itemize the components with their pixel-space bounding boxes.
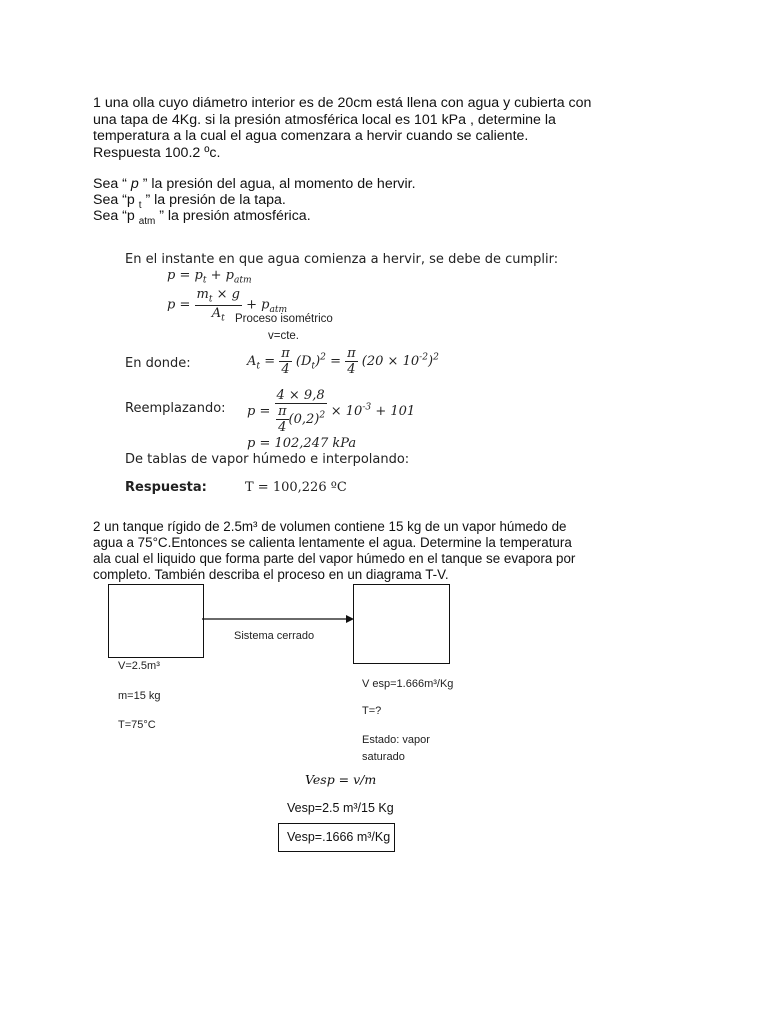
def-sub: t: [138, 199, 142, 211]
final-state-box: [353, 584, 450, 664]
def-text: ” la presión del agua, al momento de hervir.: [138, 176, 416, 192]
eq-part: p =: [247, 404, 271, 419]
eq-part: p = p: [167, 268, 203, 283]
def-text: Sea “p: [93, 192, 139, 208]
left-state-mass: m=15 kg: [118, 690, 161, 702]
area-equation: $A_t$ = $\frac{\pi}{4}$ $(D_t)^2$ = $\frac{\pi}{4}$ $(20 \times 10^{-2})^2$: [247, 346, 439, 377]
pi-over-four: [345, 346, 358, 377]
process-arrow: [200, 612, 356, 626]
problem1-statement: 1 una olla cuyo diámetro interior es de 20cm está llena con agua y cubierta con una tapa de 4Kg. si la presión atmosférica local es 101 kPa , determine la temperatura a la cual el agua comenzara a hervir cuando se caliente. Respuesta 100.2 ºc.: [93, 95, 592, 161]
eq-sup: -3: [362, 402, 372, 413]
eq-sup: -2: [419, 352, 428, 363]
eq-sub: t: [208, 294, 213, 305]
en-donde-label: En donde:: [125, 356, 191, 371]
pi-over-four: [279, 346, 292, 377]
vesp-formula: Vesp = v/m: [305, 772, 377, 787]
fraction-numerator: 4 × 9,8: [276, 388, 325, 403]
definition-p: [93, 176, 416, 192]
right-state-saturado: saturado: [362, 751, 405, 763]
def-text: Sea “p: [93, 208, 139, 224]
eq-part: ): [427, 354, 434, 369]
fraction-numerator: [195, 287, 242, 306]
def-sub: atm: [138, 215, 156, 227]
def-text: Sea “: [93, 176, 131, 192]
eq-sup: 2: [433, 352, 439, 363]
eq-sub: t: [256, 361, 261, 372]
left-state-volume: V=2.5m³: [118, 660, 160, 672]
fraction-denominator: 4: [278, 420, 287, 435]
respuesta-label: Respuesta:: [125, 480, 207, 495]
fraction-numerator: π: [347, 346, 356, 361]
eq-sub: t: [311, 361, 316, 372]
def-text: ” la presión atmosférica.: [155, 208, 311, 224]
vesp-result: Vesp=.1666 m³/Kg: [287, 830, 391, 844]
fraction-numerator: π: [277, 404, 287, 419]
eq-part: + 101: [371, 404, 416, 419]
eq-sup: 2: [320, 352, 326, 363]
right-state-vesp: V esp=1.666m³/Kg: [362, 678, 454, 690]
eq-part: p =: [167, 297, 191, 313]
process-note: Proceso isométrico: [235, 313, 333, 325]
eq-part: × g: [212, 287, 240, 302]
fraction-denominator: [275, 404, 327, 435]
eq-part: A: [211, 305, 222, 321]
eq-part: + p: [246, 297, 270, 313]
substitution-equation: [247, 388, 415, 435]
tables-note: De tablas de vapor húmedo e interpolando:: [125, 452, 410, 467]
eq-part: (0,2): [288, 412, 320, 427]
pressure-result: p = 102,247 kPa: [247, 436, 357, 451]
right-state-temperature: T=?: [362, 705, 382, 717]
def-symbol: p: [130, 176, 139, 192]
arrow-label: Sistema cerrado: [234, 630, 315, 642]
initial-state-box: [108, 584, 204, 658]
solution-intro: En el instante en que agua comienza a hervir, se debe de cumplir:: [125, 252, 559, 267]
fraction-denominator: 4: [347, 362, 356, 377]
def-text: ” la presión de la tapa.: [141, 192, 286, 208]
eq-sup: 2: [319, 410, 326, 421]
eq-fraction: [275, 388, 327, 435]
eq-sub: atm: [269, 305, 288, 316]
left-state-temperature: T=75°C: [118, 719, 156, 731]
respuesta-value: T = 100,226 ºC: [245, 480, 347, 495]
eq-sub: t: [202, 275, 207, 286]
problem2-statement: 2 un tanque rígido de 2.5m³ de volumen contiene 15 kg de un vapor húmedo de agua a 75°C.Entonces se calienta lentamente el agua. Determine la temperatura ala cual el liquido que forma parte del vapor húmedo en el tanque se evapora por completo. También describa el proceso en un diagrama T-V.: [93, 519, 576, 582]
fraction-denominator: 4: [281, 362, 290, 377]
pi-over-four: [276, 404, 289, 435]
eq-part: × 10: [330, 404, 363, 419]
right-state-estado: Estado: vapor: [362, 734, 430, 746]
eq-sub: atm: [233, 275, 252, 286]
reemplazando-label: Reemplazando:: [125, 401, 226, 416]
eq-sub: t: [221, 313, 225, 324]
equation-1: [167, 268, 252, 286]
eq-part: m: [196, 287, 209, 302]
process-note-2: v=cte.: [268, 330, 300, 342]
fraction-numerator: π: [281, 346, 290, 361]
eq-part: (20 × 10: [361, 354, 420, 369]
eq-part: + p: [206, 268, 234, 283]
eq-part: A: [247, 354, 257, 369]
definition-patm: [93, 208, 311, 227]
vesp-calculation: Vesp=2.5 m³/15 Kg: [287, 801, 394, 815]
